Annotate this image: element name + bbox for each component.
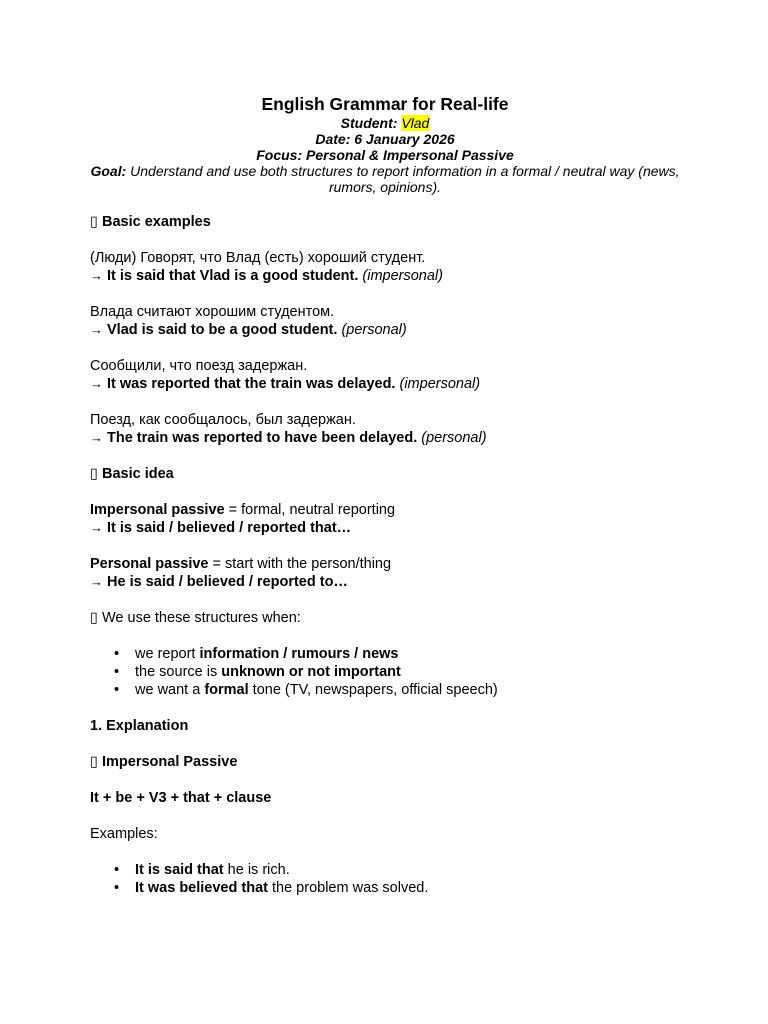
section-heading-explanation: 1. Explanation [90,718,189,734]
list-item: • we report information / rumours / news [135,645,680,663]
date-line: Date: 6 January 2026 [315,131,455,147]
arrow-icon: → [90,376,103,391]
goal-line [90,163,680,195]
box-icon: ▯ [90,754,98,770]
goal-text: Understand and use both structures to report information in a formal / neutral way (news, rumors, opinions). [130,163,680,195]
box-icon: ▯ [90,214,98,230]
box-icon: ▯ [90,610,98,626]
formula: It + be + V3 + that + clause [90,790,272,806]
section-heading-basic-idea: ▯ Basic idea [90,466,174,482]
example-en: → The train was reported to have been delayed. (personal) [90,430,487,446]
sub-heading-impersonal-passive: ▯ Impersonal Passive [90,754,238,770]
example-ru: Влада считают хорошим студентом. [90,304,335,320]
impersonal-pattern: → It is said / believed / reported that… [90,520,352,536]
personal-pattern: → He is said / believed / reported to… [90,574,348,590]
example-ru: Поезд, как сообщалось, был задержан. [90,412,356,428]
student-label: Student: [340,115,398,131]
list-item: • the source is unknown or not important [135,663,680,681]
box-icon: ▯ [90,466,98,482]
example-en: → Vlad is said to be a good student. (personal) [90,322,407,338]
impersonal-definition: Impersonal passive = formal, neutral reporting [90,502,396,518]
section-heading-basic-examples: ▯ Basic examples [90,214,211,230]
student-line [90,115,680,131]
arrow-icon: → [90,322,103,337]
document-header [90,93,680,195]
examples-list [90,861,680,897]
list-item: • It was believed that the problem was solved. [135,879,680,897]
arrow-icon: → [90,520,103,535]
arrow-icon: → [90,574,103,589]
focus-line: Focus: Personal & Impersonal Passive [256,147,514,163]
usage-heading: ▯ We use these structures when: [90,610,301,626]
student-name-highlight: Vlad [401,115,430,131]
arrow-icon: → [90,268,103,283]
goal-label: Goal: [90,163,127,179]
example-ru: (Люди) Говорят, что Влад (есть) хороший студент. [90,250,426,266]
list-item: • we want a formal tone (TV, newspapers, official speech) [135,681,680,699]
document-title: English Grammar for Real-life [261,94,509,114]
usage-list [90,645,680,699]
example-ru: Сообщили, что поезд задержан. [90,358,308,374]
example-en: → It is said that Vlad is a good student. (impersonal) [90,268,443,284]
personal-definition: Personal passive = start with the person/thing [90,556,392,572]
example-en: → It was reported that the train was delayed. (impersonal) [90,376,481,392]
list-item: • It is said that he is rich. [135,861,680,879]
examples-label: Examples: [90,826,158,842]
arrow-icon: → [90,430,103,445]
